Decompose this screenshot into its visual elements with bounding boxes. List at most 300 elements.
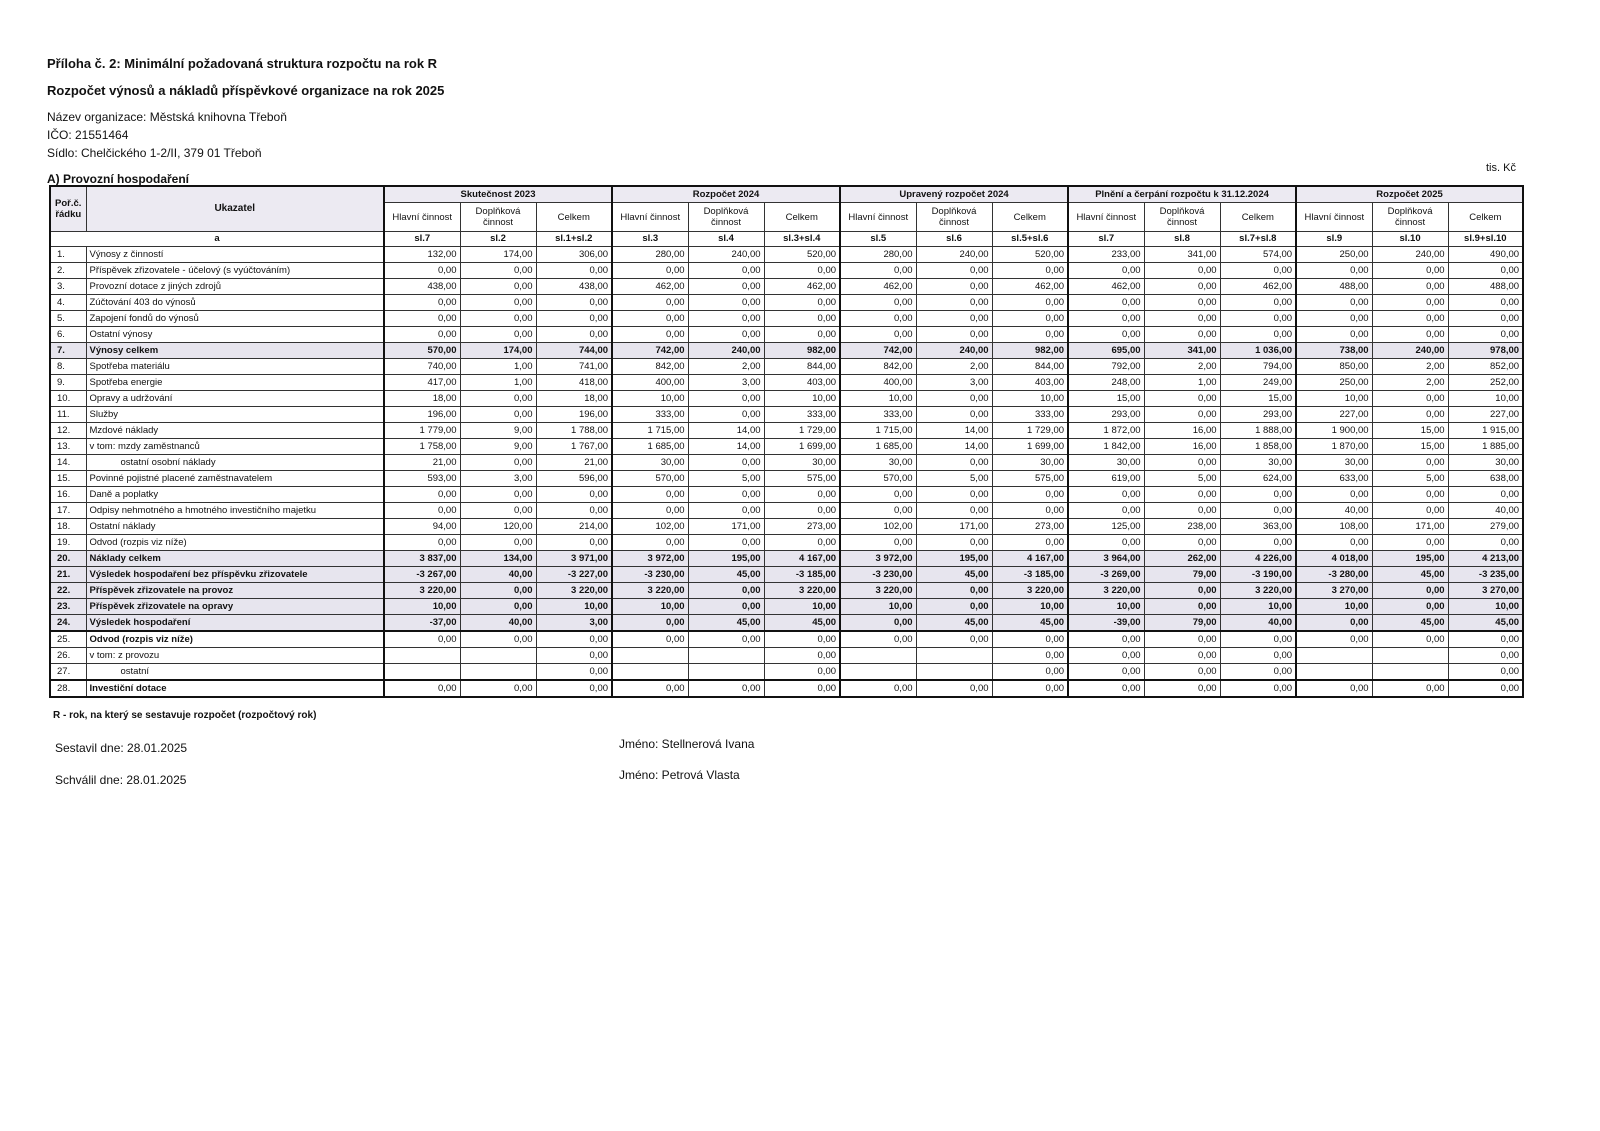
header-indicator: Ukazatel [86, 186, 384, 232]
value-cell: 3 837,00 [384, 551, 460, 567]
value-cell: 0,00 [612, 487, 688, 503]
value-cell: 2,00 [916, 359, 992, 375]
header-main-activity-g5: Hlavní činnost [1296, 203, 1372, 232]
value-cell: 1 715,00 [840, 423, 916, 439]
value-cell: 10,00 [384, 599, 460, 615]
value-cell [460, 648, 536, 664]
value-cell: 227,00 [1448, 407, 1523, 423]
value-cell: 0,00 [1220, 295, 1296, 311]
row-number: 8. [50, 359, 86, 375]
header-supplementary-activity-g5: Doplňková činnost [1372, 203, 1448, 232]
value-cell: 741,00 [536, 359, 612, 375]
value-cell: 14,00 [688, 439, 764, 455]
value-cell: 0,00 [536, 327, 612, 343]
value-cell: -3 235,00 [1448, 567, 1523, 583]
table-row [50, 343, 1523, 359]
value-cell: 417,00 [384, 375, 460, 391]
value-cell: 45,00 [992, 615, 1068, 632]
row-number: 22. [50, 583, 86, 599]
value-cell: 570,00 [384, 343, 460, 359]
row-label: Zapojení fondů do výnosů [86, 311, 384, 327]
value-cell: 262,00 [1144, 551, 1220, 567]
row-label: ostatní osobní náklady [86, 455, 384, 471]
value-cell: 0,00 [1372, 680, 1448, 697]
value-cell: 333,00 [840, 407, 916, 423]
table-row [50, 375, 1523, 391]
value-cell: 438,00 [384, 279, 460, 295]
value-cell: 3 220,00 [536, 583, 612, 599]
value-cell: -3 267,00 [384, 567, 460, 583]
row-label: Daně a poplatky [86, 487, 384, 503]
value-cell: 45,00 [1372, 615, 1448, 632]
value-cell: 0,00 [1144, 503, 1220, 519]
value-cell: 0,00 [1144, 648, 1220, 664]
row-number: 1. [50, 247, 86, 263]
value-cell: 3,00 [688, 375, 764, 391]
value-cell: 0,00 [764, 503, 840, 519]
value-cell: 0,00 [992, 664, 1068, 681]
value-cell: 196,00 [536, 407, 612, 423]
value-cell: 3,00 [460, 471, 536, 487]
value-cell: 10,00 [764, 391, 840, 407]
value-cell: 593,00 [384, 471, 460, 487]
value-cell: 0,00 [1448, 327, 1523, 343]
value-cell: 1 885,00 [1448, 439, 1523, 455]
value-cell: 21,00 [536, 455, 612, 471]
compiled-date: Sestavil dne: 28.01.2025 [55, 741, 188, 755]
value-cell: 10,00 [764, 599, 840, 615]
value-cell: 333,00 [612, 407, 688, 423]
row-label: Investiční dotace [86, 680, 384, 697]
value-cell [1296, 664, 1372, 681]
value-cell: 0,00 [1220, 503, 1296, 519]
row-label: Služby [86, 407, 384, 423]
value-cell: 418,00 [536, 375, 612, 391]
value-cell: 16,00 [1144, 423, 1220, 439]
header-col-code: sl.5 [840, 232, 916, 247]
value-cell: 0,00 [460, 487, 536, 503]
value-cell: 45,00 [1448, 615, 1523, 632]
value-cell: 0,00 [688, 680, 764, 697]
table-row [50, 311, 1523, 327]
value-cell: 0,00 [1220, 487, 1296, 503]
table-row [50, 455, 1523, 471]
value-cell: 125,00 [1068, 519, 1144, 535]
value-cell: 0,00 [612, 327, 688, 343]
row-label: Náklady celkem [86, 551, 384, 567]
header-col-code: sl.1+sl.2 [536, 232, 612, 247]
value-cell: 0,00 [840, 295, 916, 311]
table-row [50, 423, 1523, 439]
row-label: Výnosy z činností [86, 247, 384, 263]
value-cell: 0,00 [1068, 664, 1144, 681]
header-col-code: sl.9 [1296, 232, 1372, 247]
value-cell: 0,00 [1068, 631, 1144, 648]
value-cell: 0,00 [1220, 648, 1296, 664]
value-cell: 403,00 [764, 375, 840, 391]
value-cell: 520,00 [764, 247, 840, 263]
value-cell: 134,00 [460, 551, 536, 567]
value-cell: 341,00 [1144, 247, 1220, 263]
value-cell: 1 685,00 [612, 439, 688, 455]
value-cell: 488,00 [1296, 279, 1372, 295]
value-cell: 0,00 [1372, 535, 1448, 551]
value-cell: 10,00 [840, 599, 916, 615]
value-cell: 171,00 [916, 519, 992, 535]
value-cell: 5,00 [1144, 471, 1220, 487]
table-row [50, 327, 1523, 343]
value-cell: 0,00 [688, 583, 764, 599]
value-cell: 0,00 [1296, 615, 1372, 632]
value-cell: 0,00 [460, 583, 536, 599]
value-cell: 1,00 [460, 375, 536, 391]
value-cell: 0,00 [1448, 680, 1523, 697]
value-cell: 14,00 [688, 423, 764, 439]
row-label: Odvod (rozpis viz níže) [86, 631, 384, 648]
value-cell: 744,00 [536, 343, 612, 359]
value-cell: 30,00 [612, 455, 688, 471]
value-cell: 0,00 [1372, 503, 1448, 519]
value-cell: 0,00 [1144, 487, 1220, 503]
value-cell: 0,00 [992, 631, 1068, 648]
row-label: Zúčtování 403 do výnosů [86, 295, 384, 311]
value-cell: 0,00 [688, 455, 764, 471]
header-col-code: sl.7 [384, 232, 460, 247]
value-cell: 45,00 [764, 615, 840, 632]
value-cell: 0,00 [916, 407, 992, 423]
value-cell: 0,00 [460, 631, 536, 648]
table-row [50, 615, 1523, 632]
value-cell: 102,00 [612, 519, 688, 535]
value-cell: 273,00 [992, 519, 1068, 535]
approved-by-name: Jméno: Petrová Vlasta [619, 768, 740, 782]
value-cell: 0,00 [764, 263, 840, 279]
value-cell: 842,00 [840, 359, 916, 375]
value-cell: 132,00 [384, 247, 460, 263]
value-cell: -3 230,00 [840, 567, 916, 583]
value-cell: 0,00 [688, 327, 764, 343]
value-cell: 5,00 [688, 471, 764, 487]
value-cell: 18,00 [384, 391, 460, 407]
header-supplementary-activity-g3: Doplňková činnost [916, 203, 992, 232]
value-cell: 120,00 [460, 519, 536, 535]
value-cell: 0,00 [688, 391, 764, 407]
row-number: 9. [50, 375, 86, 391]
value-cell: 0,00 [460, 263, 536, 279]
value-cell: 15,00 [1372, 423, 1448, 439]
value-cell: 1 699,00 [992, 439, 1068, 455]
value-cell: 0,00 [1068, 295, 1144, 311]
value-cell: 0,00 [1220, 263, 1296, 279]
value-cell: 0,00 [536, 535, 612, 551]
value-cell: 214,00 [536, 519, 612, 535]
row-label: Opravy a udržování [86, 391, 384, 407]
value-cell: 0,00 [460, 503, 536, 519]
value-cell: 10,00 [1220, 599, 1296, 615]
value-cell: 40,00 [1448, 503, 1523, 519]
value-cell: 0,00 [1296, 263, 1372, 279]
value-cell: 0,00 [460, 535, 536, 551]
value-cell: 0,00 [536, 311, 612, 327]
value-cell: 10,00 [612, 391, 688, 407]
value-cell: 0,00 [384, 327, 460, 343]
header-group-budget-2024: Rozpočet 2024 [612, 186, 840, 203]
value-cell: 1 900,00 [1296, 423, 1372, 439]
value-cell: 4 167,00 [764, 551, 840, 567]
table-row [50, 487, 1523, 503]
value-cell: 794,00 [1220, 359, 1296, 375]
value-cell [916, 664, 992, 681]
value-cell: 0,00 [916, 599, 992, 615]
value-cell: 0,00 [536, 631, 612, 648]
value-cell: 0,00 [1372, 391, 1448, 407]
table-row [50, 631, 1523, 648]
value-cell: 0,00 [916, 583, 992, 599]
value-cell: 0,00 [992, 263, 1068, 279]
value-cell: 742,00 [612, 343, 688, 359]
header-main-activity-g1: Hlavní činnost [384, 203, 460, 232]
value-cell: 575,00 [992, 471, 1068, 487]
value-cell: 0,00 [1296, 680, 1372, 697]
value-cell: 2,00 [1144, 359, 1220, 375]
value-cell [688, 648, 764, 664]
value-cell: 570,00 [840, 471, 916, 487]
value-cell: 94,00 [384, 519, 460, 535]
value-cell: 279,00 [1448, 519, 1523, 535]
value-cell: 0,00 [384, 503, 460, 519]
value-cell: 14,00 [916, 439, 992, 455]
value-cell: 9,00 [460, 423, 536, 439]
row-number: 16. [50, 487, 86, 503]
value-cell: 4 213,00 [1448, 551, 1523, 567]
value-cell: 0,00 [1068, 535, 1144, 551]
row-number: 19. [50, 535, 86, 551]
value-cell: 227,00 [1296, 407, 1372, 423]
value-cell: 252,00 [1448, 375, 1523, 391]
value-cell: 4 018,00 [1296, 551, 1372, 567]
value-cell: 0,00 [460, 407, 536, 423]
value-cell: 233,00 [1068, 247, 1144, 263]
value-cell: 15,00 [1220, 391, 1296, 407]
value-cell: 0,00 [536, 503, 612, 519]
value-cell: 0,00 [916, 487, 992, 503]
value-cell: 596,00 [536, 471, 612, 487]
row-number: 17. [50, 503, 86, 519]
value-cell: 0,00 [1372, 631, 1448, 648]
value-cell: 0,00 [1448, 648, 1523, 664]
value-cell: 0,00 [612, 311, 688, 327]
value-cell: 0,00 [916, 535, 992, 551]
value-cell: 240,00 [688, 343, 764, 359]
value-cell [1372, 664, 1448, 681]
value-cell: 0,00 [536, 263, 612, 279]
approved-date: Schválil dne: 28.01.2025 [55, 773, 187, 787]
value-cell: 0,00 [1372, 583, 1448, 599]
value-cell: 0,00 [460, 599, 536, 615]
value-cell: 2,00 [688, 359, 764, 375]
value-cell: 4 167,00 [992, 551, 1068, 567]
value-cell: 0,00 [536, 295, 612, 311]
value-cell: 0,00 [1144, 263, 1220, 279]
header-col-code: sl.9+sl.10 [1448, 232, 1523, 247]
value-cell: 333,00 [764, 407, 840, 423]
value-cell: 0,00 [916, 503, 992, 519]
value-cell: 45,00 [916, 567, 992, 583]
value-cell: 852,00 [1448, 359, 1523, 375]
value-cell: -3 227,00 [536, 567, 612, 583]
section-heading: A) Provozní hospodaření [47, 172, 190, 186]
value-cell: 488,00 [1448, 279, 1523, 295]
value-cell: 0,00 [460, 327, 536, 343]
value-cell: 0,00 [764, 680, 840, 697]
value-cell: -3 230,00 [612, 567, 688, 583]
value-cell: 0,00 [688, 599, 764, 615]
header-total-g2: Celkem [764, 203, 840, 232]
document-title: Příloha č. 2: Minimální požadovaná struktura rozpočtu na rok R [47, 56, 438, 71]
value-cell: 0,00 [764, 664, 840, 681]
row-label: Výnosy celkem [86, 343, 384, 359]
header-total-g4: Celkem [1220, 203, 1296, 232]
value-cell: 0,00 [612, 680, 688, 697]
value-cell: 0,00 [916, 295, 992, 311]
header-main-activity-g3: Hlavní činnost [840, 203, 916, 232]
value-cell: 462,00 [612, 279, 688, 295]
value-cell: 0,00 [460, 455, 536, 471]
row-label: Příspěvek zřizovatele - účelový (s vyúčtováním) [86, 263, 384, 279]
table-row [50, 664, 1523, 681]
value-cell: 0,00 [1068, 327, 1144, 343]
value-cell: 0,00 [1220, 327, 1296, 343]
value-cell: 462,00 [764, 279, 840, 295]
value-cell: 0,00 [992, 487, 1068, 503]
value-cell: 280,00 [840, 247, 916, 263]
value-cell: 403,00 [992, 375, 1068, 391]
value-cell: 0,00 [1296, 311, 1372, 327]
value-cell: 10,00 [840, 391, 916, 407]
value-cell: 1 729,00 [764, 423, 840, 439]
value-cell: 0,00 [1144, 295, 1220, 311]
value-cell: 0,00 [1220, 680, 1296, 697]
value-cell: 1 872,00 [1068, 423, 1144, 439]
value-cell: 0,00 [612, 263, 688, 279]
value-cell: 0,00 [1068, 487, 1144, 503]
value-cell: 0,00 [1296, 631, 1372, 648]
value-cell: 3 972,00 [612, 551, 688, 567]
value-cell: 0,00 [1144, 583, 1220, 599]
value-cell: 842,00 [612, 359, 688, 375]
value-cell: 850,00 [1296, 359, 1372, 375]
value-cell [384, 648, 460, 664]
header-col-a: a [50, 232, 384, 247]
value-cell: 0,00 [764, 648, 840, 664]
value-cell: 0,00 [840, 615, 916, 632]
value-cell: 0,00 [1144, 631, 1220, 648]
value-cell: 0,00 [688, 631, 764, 648]
row-number: 26. [50, 648, 86, 664]
value-cell: 3 220,00 [992, 583, 1068, 599]
value-cell: 9,00 [460, 439, 536, 455]
value-cell: 0,00 [1144, 279, 1220, 295]
value-cell: 0,00 [764, 327, 840, 343]
value-cell: 45,00 [916, 615, 992, 632]
value-cell [612, 648, 688, 664]
budget-table [49, 185, 1524, 698]
value-cell: 0,00 [1296, 535, 1372, 551]
value-cell: 0,00 [1144, 680, 1220, 697]
table-row [50, 439, 1523, 455]
currency-unit: tis. Kč [1486, 162, 1516, 174]
row-label: Povinné pojistné placené zaměstnavatelem [86, 471, 384, 487]
organization-address: Sídlo: Chelčického 1-2/II, 379 01 Třeboň [47, 146, 262, 160]
value-cell: 0,00 [1144, 599, 1220, 615]
value-cell: 0,00 [1144, 664, 1220, 681]
header-col-code: sl.2 [460, 232, 536, 247]
value-cell: 293,00 [1068, 407, 1144, 423]
value-cell: 30,00 [764, 455, 840, 471]
value-cell: 0,00 [1372, 487, 1448, 503]
row-number: 3. [50, 279, 86, 295]
value-cell: 0,00 [612, 295, 688, 311]
value-cell: 0,00 [384, 263, 460, 279]
value-cell: 3,00 [916, 375, 992, 391]
value-cell: 15,00 [1372, 439, 1448, 455]
value-cell: 0,00 [1068, 263, 1144, 279]
value-cell: 0,00 [1220, 631, 1296, 648]
value-cell: 0,00 [916, 631, 992, 648]
value-cell: 0,00 [384, 295, 460, 311]
value-cell: 0,00 [1372, 311, 1448, 327]
value-cell: 0,00 [1448, 487, 1523, 503]
row-number: 6. [50, 327, 86, 343]
table-row [50, 599, 1523, 615]
value-cell: 0,00 [384, 311, 460, 327]
value-cell: 240,00 [688, 247, 764, 263]
organization-ico: IČO: 21551464 [47, 128, 129, 142]
header-total-g3: Celkem [992, 203, 1068, 232]
value-cell: 0,00 [840, 263, 916, 279]
value-cell: 400,00 [840, 375, 916, 391]
table-row [50, 535, 1523, 551]
value-cell: 0,00 [992, 648, 1068, 664]
value-cell: 1 788,00 [536, 423, 612, 439]
value-cell: 742,00 [840, 343, 916, 359]
value-cell: 0,00 [1068, 648, 1144, 664]
row-number: 20. [50, 551, 86, 567]
value-cell: 171,00 [688, 519, 764, 535]
value-cell [840, 664, 916, 681]
value-cell: 0,00 [916, 327, 992, 343]
value-cell: 1,00 [1144, 375, 1220, 391]
value-cell: 978,00 [1448, 343, 1523, 359]
value-cell: 575,00 [764, 471, 840, 487]
value-cell: 633,00 [1296, 471, 1372, 487]
value-cell: 0,00 [840, 631, 916, 648]
value-cell: 0,00 [1068, 503, 1144, 519]
value-cell: 0,00 [688, 407, 764, 423]
header-col-code: sl.3 [612, 232, 688, 247]
value-cell: 0,00 [1068, 311, 1144, 327]
value-cell: 740,00 [384, 359, 460, 375]
value-cell: 3 220,00 [1068, 583, 1144, 599]
table-row [50, 247, 1523, 263]
value-cell [840, 648, 916, 664]
value-cell: 79,00 [1144, 567, 1220, 583]
value-cell: 5,00 [1372, 471, 1448, 487]
value-cell: 520,00 [992, 247, 1068, 263]
value-cell: 0,00 [1448, 295, 1523, 311]
table-row [50, 680, 1523, 697]
value-cell: 240,00 [916, 343, 992, 359]
